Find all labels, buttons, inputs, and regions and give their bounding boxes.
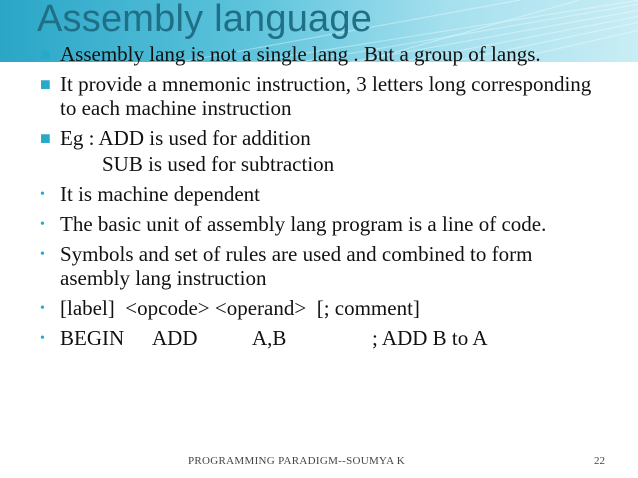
square-bullet-icon: ■ bbox=[40, 74, 51, 94]
bullet-text: [label] <opcode> <operand> [; comment] bbox=[60, 296, 420, 320]
round-bullet-icon: • bbox=[40, 247, 45, 262]
round-bullet-icon: • bbox=[40, 217, 45, 232]
round-bullet-icon: • bbox=[40, 331, 45, 346]
bullet-item bbox=[38, 296, 598, 320]
bullet-item bbox=[38, 212, 598, 236]
bullet-text: SUB is used for subtraction bbox=[102, 152, 335, 176]
bullet-item bbox=[38, 242, 598, 290]
bullet-item bbox=[38, 72, 598, 120]
page-number: 22 bbox=[594, 455, 605, 467]
bullet-text: It provide a mnemonic instruction, 3 letters long corresponding to each machine instruction bbox=[60, 72, 592, 120]
bullet-item bbox=[38, 42, 598, 66]
square-bullet-icon: ■ bbox=[40, 128, 51, 148]
code-operand: A,B bbox=[252, 326, 287, 350]
round-bullet-icon: • bbox=[40, 301, 45, 316]
round-bullet-icon: • bbox=[40, 187, 45, 202]
bullet-text: It is machine dependent bbox=[60, 182, 261, 206]
slide-title: Assembly language bbox=[37, 0, 373, 40]
footer-text: PROGRAMMING PARADIGM--SOUMYA K bbox=[188, 455, 406, 467]
bullet-list bbox=[38, 42, 598, 356]
code-comment: ; ADD B to A bbox=[372, 326, 488, 350]
bullet-continuation bbox=[38, 152, 598, 176]
code-opcode: ADD bbox=[152, 326, 198, 350]
bullet-item bbox=[38, 126, 598, 150]
bullet-text: Eg : ADD is used for addition bbox=[60, 126, 311, 150]
bullet-text: Symbols and set of rules are used and combined to form asembly lang instruction bbox=[60, 242, 533, 290]
code-label: BEGIN bbox=[60, 326, 125, 350]
bullet-item bbox=[38, 326, 598, 350]
bullet-item bbox=[38, 182, 598, 206]
bullet-text: Assembly lang is not a single lang . But a group of langs. bbox=[60, 42, 541, 66]
square-bullet-icon: ■ bbox=[40, 44, 51, 64]
bullet-text: The basic unit of assembly lang program is a line of code. bbox=[60, 212, 547, 236]
